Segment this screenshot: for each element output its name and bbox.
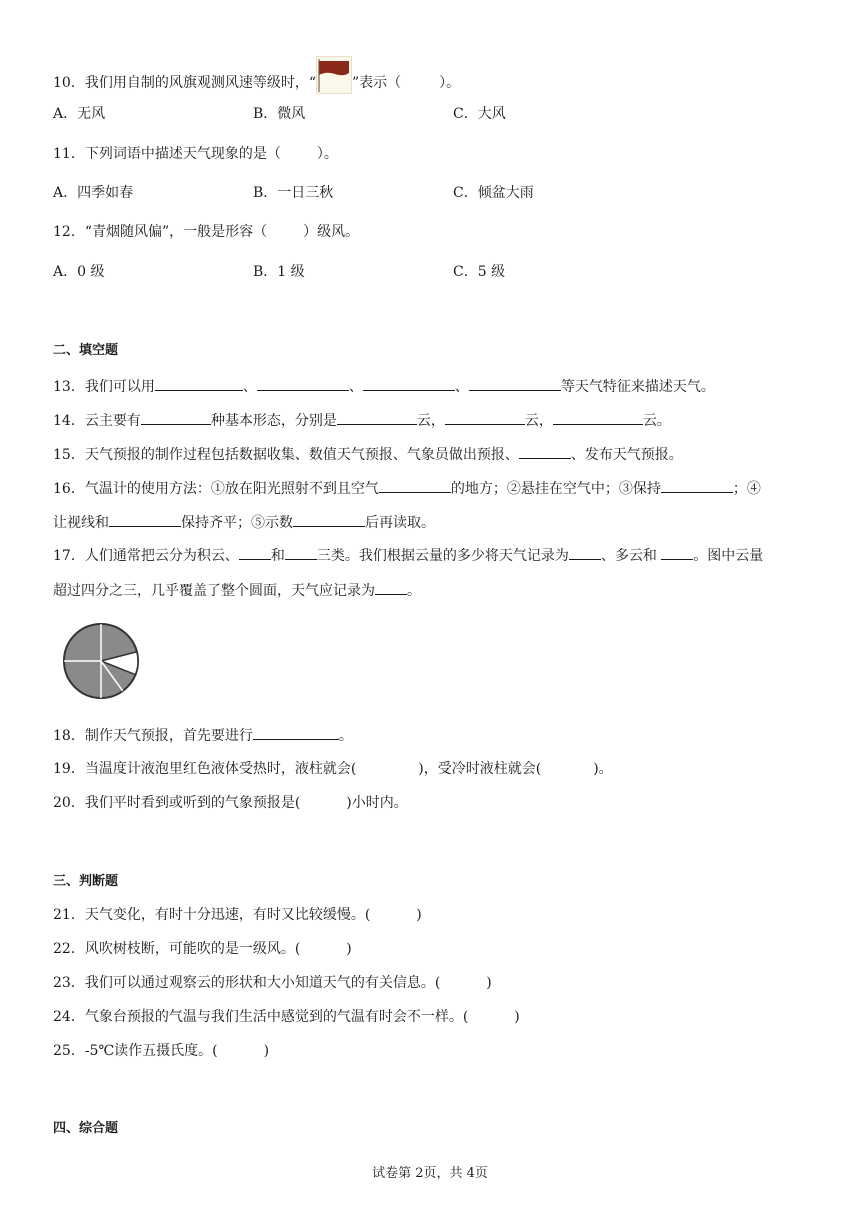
- question-22: 22．风吹树枝断，可能吹的是一级风。( ): [53, 941, 352, 957]
- q10-option-a[interactable]: A．无风: [53, 106, 106, 122]
- question-16-line-1: 16．气温计的使用方法：①放在阳光照射不到且空气 的地方；②悬挂在空气中；③保持 ；④: [53, 478, 761, 499]
- question-19: 19．当温度计液泡里红色液体受热时，液柱就会( )，受冷时液柱就会( )。: [53, 761, 613, 777]
- q10-option-c[interactable]: C．大风: [453, 106, 506, 122]
- cloud-cover-figure: [60, 620, 142, 702]
- section-true-false-title: 三、判断题: [53, 874, 119, 889]
- wind-flag-image: [316, 56, 352, 94]
- answer-blank[interactable]: [257, 376, 349, 391]
- answer-blank[interactable]: [109, 512, 181, 527]
- answer-blank[interactable]: [285, 545, 317, 560]
- q12-option-b[interactable]: B．1 级: [253, 264, 305, 280]
- page-footer: 试卷第 2页，共 4页: [372, 1166, 488, 1181]
- question-11: 11．下列词语中描述天气现象的是（ ）。: [53, 146, 338, 162]
- question-10: 10．我们用自制的风旗观测风速等级时，“ ”表示（ ）。: [53, 64, 460, 102]
- question-17-line-1: 17．人们通常把云分为积云、 和 三类。我们根据云量的多少将天气记录为 、多云和 。图中云量: [53, 545, 763, 566]
- q11-option-a[interactable]: A．四季如春: [53, 185, 134, 201]
- answer-blank[interactable]: [253, 725, 339, 740]
- question-18: 18．制作天气预报，首先要进行 。: [53, 725, 353, 746]
- question-25: 25．-5℃读作五摄氏度。( ): [53, 1043, 270, 1059]
- q10-option-b[interactable]: B．微风: [253, 106, 306, 122]
- section-comprehensive-title: 四、综合题: [53, 1121, 119, 1136]
- answer-blank[interactable]: [569, 545, 601, 560]
- q12-option-c[interactable]: C．5 级: [453, 264, 506, 280]
- question-14: 14．云主要有 种基本形态，分别是 云， 云， 云。: [53, 410, 671, 431]
- question-21: 21．天气变化，有时十分迅速，有时又比较缓慢。( ): [53, 907, 422, 923]
- answer-blank[interactable]: [239, 545, 271, 560]
- answer-blank[interactable]: [141, 410, 211, 425]
- question-12: 12．“青烟随风偏”，一般是形容（ ）级风。: [53, 224, 360, 240]
- question-23: 23．我们可以通过观察云的形状和大小知道天气的有关信息。( ): [53, 975, 492, 991]
- answer-blank[interactable]: [293, 512, 365, 527]
- section-fill-in-title: 二、填空题: [53, 343, 119, 358]
- answer-blank[interactable]: [445, 410, 525, 425]
- answer-blank[interactable]: [155, 376, 243, 391]
- wind-flag-icon: [317, 57, 351, 93]
- question-15: 15．天气预报的制作过程包括数据收集、数值天气预报、气象员做出预报、 、发布天气预报。: [53, 444, 683, 465]
- answer-blank[interactable]: [519, 444, 571, 459]
- answer-blank[interactable]: [363, 376, 455, 391]
- question-24: 24．气象台预报的气温与我们生活中感觉到的气温有时会不一样。( ): [53, 1009, 520, 1025]
- cloud-cover-circle: [60, 620, 142, 702]
- question-16-line-2: 让视线和 保持齐平；⑤示数 后再读取。: [53, 512, 435, 533]
- answer-blank[interactable]: [553, 410, 643, 425]
- q12-option-a[interactable]: A．0 级: [53, 264, 105, 280]
- answer-blank[interactable]: [337, 410, 417, 425]
- q11-option-b[interactable]: B．一日三秋: [253, 185, 334, 201]
- answer-blank[interactable]: [375, 580, 407, 595]
- question-13: 13．我们可以用 、 、 、 等天气特征来描述天气。: [53, 376, 715, 397]
- q11-option-c[interactable]: C．倾盆大雨: [453, 185, 534, 201]
- answer-blank[interactable]: [379, 478, 451, 493]
- answer-blank[interactable]: [469, 376, 561, 391]
- answer-blank[interactable]: [661, 545, 693, 560]
- question-17-line-2: 超过四分之三，几乎覆盖了整个圆面，天气应记录为 。: [53, 580, 421, 601]
- answer-blank[interactable]: [661, 478, 733, 493]
- question-20: 20．我们平时看到或听到的气象预报是( )小时内。: [53, 795, 408, 811]
